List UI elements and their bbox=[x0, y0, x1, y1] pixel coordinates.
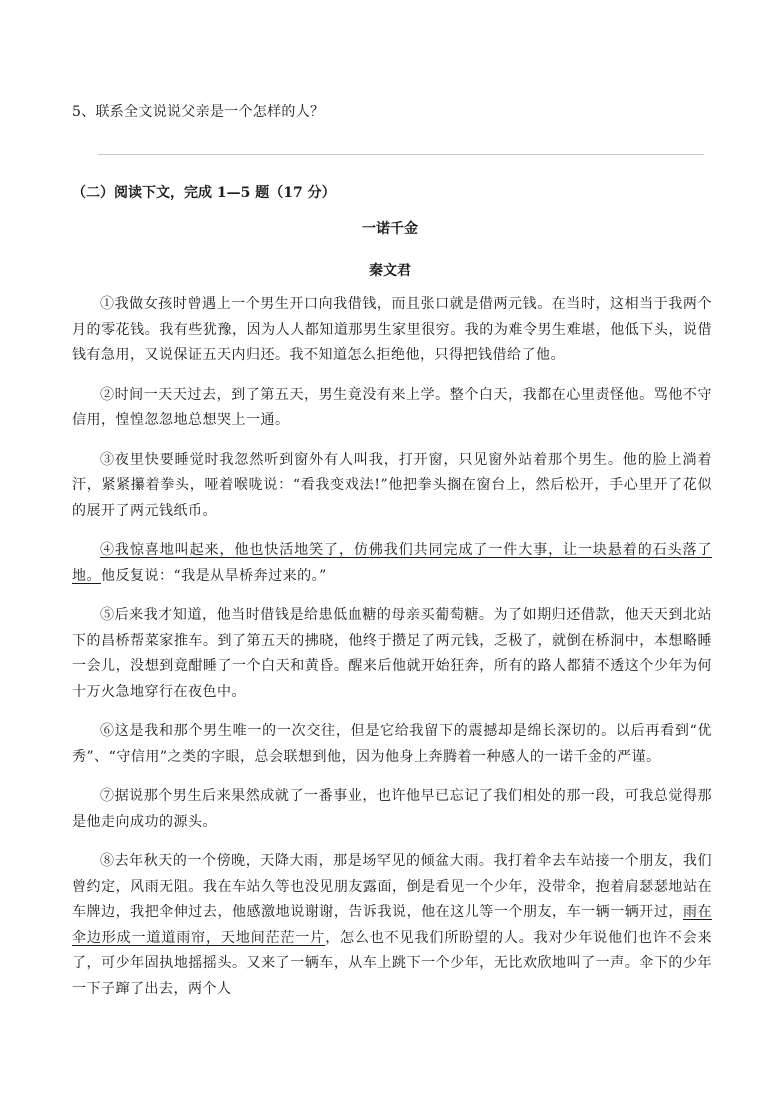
answer-line bbox=[98, 154, 704, 155]
paragraph-8-start: ⑧去年秋天的一个傍晚，天降大雨，那是场罕见的倾盆大雨。我打着伞去车站接一个朋友，我们曾约定，风雨无阻。我在车站久等也没见朋友露面，倒是看见一个少年，没带伞，抱着肩瑟瑟地站在车牌边，我把伞伸过去，他感激地说谢谢，告诉我说，他在这儿等一个朋友，车一辆一辆开过， bbox=[72, 853, 712, 920]
paragraph-3: ③夜里快要睡觉时我忽然听到窗外有人叫我，打开窗，只见窗外站着那个男生。他的脸上淌着汗，紧紧攥着拳头，哑着喉咙说：“看我变戏法!”他把拳头搁在窗台上，然后松开，手心里开了花似的展开了两元钱纸币。 bbox=[72, 451, 712, 519]
paragraph-1: ①我做女孩时曾遇上一个男生开口向我借钱，而且张口就是借两元钱。在当时，这相当于我两个月的零花钱。我有些犹豫，因为人人都知道那男生家里很穷。我的为难令男生难堪，他低下头，说借钱有急用，又说保证五天内归还。我不知道怎么拒绝他，只得把钱借给了他。 bbox=[72, 296, 712, 363]
section-heading: （二）阅读下文，完成 1—5 题（17 分） bbox=[72, 185, 336, 201]
paragraph-2: ②时间一天天过去，到了第五天，男生竟没有来上学。整个白天，我都在心里责怪他。骂他不守信用，惶惶忽忽地总想哭上一通。 bbox=[72, 386, 712, 428]
paragraph-5: ⑤后来我才知道，他当时借钱是给患低血糖的母亲买葡萄糖。为了如期归还借款，他天天到北站下的昌桥帮菜家推车。到了第五天的拂晓，他终于攒足了两元钱，乏极了，就倒在桥洞中，本想略睡一会儿，没想到竟酣睡了一个白天和黄昏。醒来后他就开始狂奔，所有的路人都猜不透这个少年为何十万火急地穿行在夜色中。 bbox=[72, 607, 712, 700]
paragraph-6: ⑥这是我和那个男生唯一的一次交往，但是它给我留下的震撼却是绵长深切的。以后再看到“优秀”、“守信用”之类的字眼，总会联想到他，因为他身上奔腾着一种感人的一诺千金的严谨。 bbox=[72, 723, 712, 765]
article-title: 一诺千金 bbox=[362, 221, 418, 237]
paragraph-4-rest: 他反复说：“我是从旱桥奔过来的。” bbox=[101, 567, 327, 584]
paragraph-8-end: ，怎么也不见我们所盼望的人。我对少年说他们也许不会来了，可少年固执地摇摇头。又来了一辆车，从车上跳下一个少年，无比欢欣地叫了一声。伞下的少年一下子蹿了出去，两个人 bbox=[72, 929, 713, 997]
underlined-phrase-8: 雨在伞边形成一道道雨帘，天地间茫茫一片 bbox=[72, 904, 712, 946]
paragraph-7: ⑦据说那个男生后来果然成就了一番事业，也许他早已忘记了我们相处的那一段，可我总觉得那是他走向成功的源头。 bbox=[72, 788, 712, 830]
article-author: 秦文君 bbox=[369, 263, 411, 279]
question-5: 5、联系全文说说父亲是一个怎样的人？ bbox=[72, 104, 325, 120]
underlined-sentence-4: ④我惊喜地叫起来，他也快活地笑了，仿佛我们共同完成了一件大事，让一块悬着的石头落了地。 bbox=[72, 542, 712, 584]
paragraph-4 bbox=[72, 538, 712, 589]
paragraph-8 bbox=[72, 849, 712, 1002]
article-body bbox=[72, 292, 712, 1016]
